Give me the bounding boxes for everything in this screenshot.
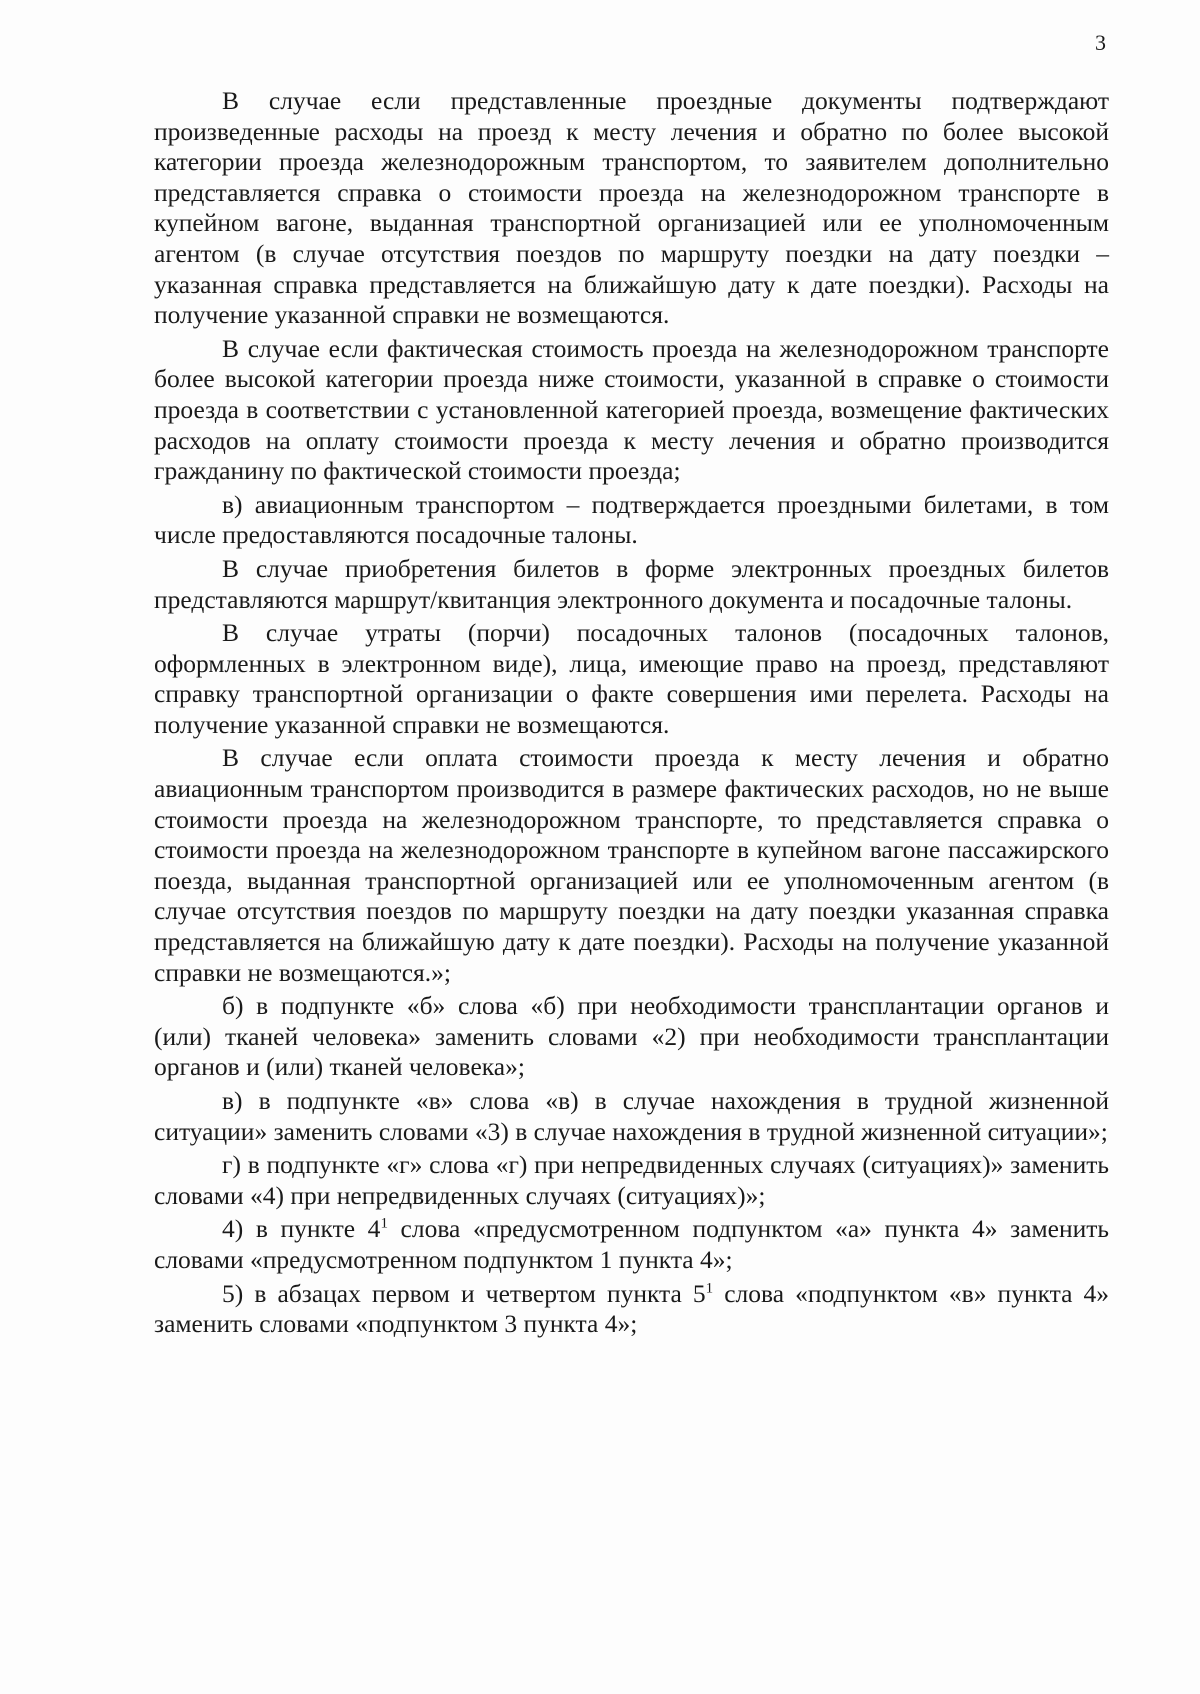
paragraph-item-4-start: 4) в пункте 4 — [222, 1214, 381, 1244]
paragraph-rail-actual-cost: В случае если фактическая стоимость проезда на железнодорожном транспорте более высокой категории проезда ниже стоимости, указанной в справке о стоимости проезда в соответствии с установленной категорией проезда, возмещение фактических расходов на оплату стоимости проезда к месту лечения и обратно производится гражданину по фактической стоимости проезда; — [154, 333, 1109, 486]
paragraph-rail-higher-category-receipt: В случае если представленные проездные документы подтверждают произведенные расходы на проезд к месту лечения и обратно по более высокой категории проезда железнодорожным транспортом, то заявителем дополнительно представляется справка о стоимости проезда на железнодорожном транспорте в купейном вагоне, выданная транспортной организацией или ее уполномоченным агентом (в случае отсутствия поездов по маршруту поездки на дату поездки – указанная справка представляется на ближайшую дату к дате поездки). Расходы на получение указанной справки не возмещаются. — [154, 86, 1109, 330]
paragraph-air-rail-cost-cap: В случае если оплата стоимости проезда к месту лечения и обратно авиационным транспортом производится в размере фактических расходов, но не выше стоимости проезда на железнодорожном транспорте, то представляется справка о стоимости проезда на железнодорожном транспорте в купейном вагоне пассажирского поезда, выданная транспортной организацией или ее уполномоченным агентом (в случае отсутствия поездов по маршруту поездки на дату поездки указанная справка представляется на ближайшую дату к дате поездки). Расходы на получение указанной справки не возмещаются.»; — [154, 743, 1109, 987]
page-number: 3 — [1095, 30, 1106, 55]
paragraph-subitem-v: в) в подпункте «в» слова «в) в случае нахождения в трудной жизненной ситуации» заменить словами «3) в случае нахождения в трудной жизненной ситуации»; — [154, 1086, 1109, 1146]
paragraph-subitem-g: г) в подпункте «г» слова «г) при непредвиденных случаях (ситуациях)» заменить словами «4) при непредвиденных случаях (ситуациях)»; — [154, 1150, 1109, 1210]
paragraph-item-5-start: 5) в абзацах первом и четвертом пункта 5 — [222, 1278, 706, 1308]
superscript-index: 1 — [705, 1280, 714, 1297]
paragraph-item-5 — [154, 1279, 1109, 1340]
document-body — [154, 86, 1109, 1343]
paragraph-electronic-tickets: В случае приобретения билетов в форме электронных проездных билетов представляются маршрут/квитанция электронного документа и посадочные талоны. — [154, 553, 1109, 614]
paragraph-item-5-end: слова «подпунктом «в» пункта 4» заменить словами «подпунктом 3 пункта 4»; — [154, 1278, 1110, 1339]
paragraph-air-transport: в) авиационным транспортом – подтверждается проездными билетами, в том числе предоставляются посадочные талоны. — [154, 489, 1109, 550]
paragraph-item-4-end: слова «предусмотренном подпунктом «а» пункта 4» заменить словами «предусмотренном подпунктом 1 пункта 4»; — [154, 1214, 1110, 1274]
superscript-index: 1 — [380, 1215, 388, 1232]
paragraph-subitem-b: б) в подпункте «б» слова «б) при необходимости трансплантации органов и (или) тканей человека» заменить словами «2) при необходимости трансплантации органов и (или) тканей человека»; — [154, 991, 1109, 1082]
paragraph-item-4 — [154, 1214, 1109, 1275]
paragraph-lost-boarding-passes: В случае утраты (порчи) посадочных талонов (посадочных талонов, оформленных в электронном виде), лица, имеющие право на проезд, представляют справку транспортной организации о факте совершения ими перелета. Расходы на получение указанной справки не возмещаются. — [154, 618, 1109, 739]
